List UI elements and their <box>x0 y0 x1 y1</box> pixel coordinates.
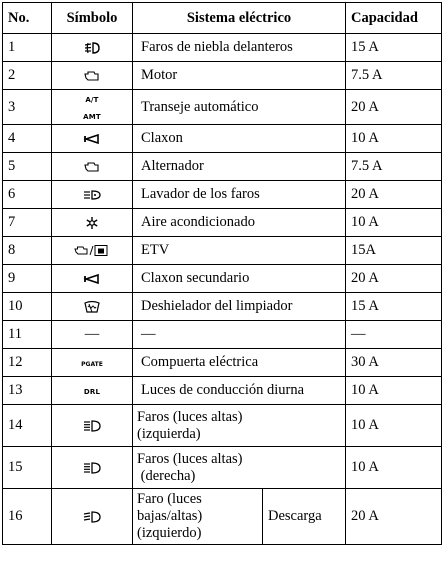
front-fog-light-icon <box>83 41 101 55</box>
row-system: Claxon <box>133 125 346 153</box>
header-capacity: Capacidad <box>346 3 442 34</box>
row-capacity: 30 A <box>346 349 442 377</box>
row-no: 15 <box>3 447 52 489</box>
row-extra: Descarga <box>263 489 346 545</box>
header-system: Sistema eléctrico <box>133 3 346 34</box>
row-capacity: 20 A <box>346 265 442 293</box>
row-system-line: Faros (luces altas) <box>137 408 243 425</box>
engine-icon <box>83 161 101 173</box>
engine-icon <box>83 70 101 82</box>
row-system-line: Faro (luces <box>137 491 202 507</box>
table-row <box>3 209 442 237</box>
row-system: Claxon secundario <box>133 265 346 293</box>
row-capacity: 7.5 A <box>346 153 442 181</box>
row-no: 9 <box>3 265 52 293</box>
row-no: 5 <box>3 153 52 181</box>
row-system-line: (derecha) <box>137 467 196 484</box>
pgate-icon: PGATE <box>81 361 103 368</box>
table-row <box>3 321 442 349</box>
row-capacity: 10 A <box>346 209 442 237</box>
high-beam-icon <box>83 462 101 474</box>
header-symbol: Símbolo <box>52 3 133 34</box>
table-row <box>3 62 442 90</box>
headlight-washer-icon <box>82 189 102 201</box>
row-system-line: Faros (luces altas) <box>137 450 243 467</box>
table-row <box>3 489 442 545</box>
table-row <box>3 293 442 321</box>
row-capacity: 20 A <box>346 181 442 209</box>
row-capacity: 10 A <box>346 405 442 447</box>
row-system-line: (izquierdo) <box>137 525 202 541</box>
row-no: 10 <box>3 293 52 321</box>
row-no: 14 <box>3 405 52 447</box>
row-capacity: 10 A <box>346 377 442 405</box>
row-no: 4 <box>3 125 52 153</box>
row-system: Motor <box>133 62 346 90</box>
row-no: 8 <box>3 237 52 265</box>
horn-icon <box>83 273 101 285</box>
fuse-table <box>2 2 442 545</box>
low-high-beam-icon <box>83 511 101 523</box>
row-system: Lavador de los faros <box>133 181 346 209</box>
row-no: 2 <box>3 62 52 90</box>
table-row <box>3 90 442 125</box>
row-no: 6 <box>3 181 52 209</box>
etv-icon <box>74 244 110 257</box>
row-capacity: — <box>346 321 442 349</box>
row-no: 13 <box>3 377 52 405</box>
high-beam-icon <box>83 420 101 432</box>
row-capacity: 10 A <box>346 447 442 489</box>
wiper-deicer-icon <box>83 300 101 314</box>
row-capacity: 20 A <box>346 489 442 545</box>
table-row <box>3 181 442 209</box>
row-system-line: bajas/altas) <box>137 508 203 524</box>
drl-icon: DRL <box>83 388 101 396</box>
row-system: Alternador <box>133 153 346 181</box>
header-no: No. <box>3 3 52 34</box>
table-row <box>3 349 442 377</box>
table-row <box>3 377 442 405</box>
row-system: Compuerta eléctrica <box>133 349 346 377</box>
table-row <box>3 34 442 62</box>
row-capacity: 10 A <box>346 125 442 153</box>
row-system: Deshielador del limpiador <box>133 293 346 321</box>
row-no: 12 <box>3 349 52 377</box>
table-row <box>3 237 442 265</box>
table-row <box>3 125 442 153</box>
row-system: Luces de conducción diurna <box>133 377 346 405</box>
row-capacity: 7.5 A <box>346 62 442 90</box>
dash-icon: — <box>52 321 133 349</box>
horn-icon <box>83 133 101 145</box>
row-no: 1 <box>3 34 52 62</box>
header-row <box>3 3 442 34</box>
row-capacity: 15A <box>346 237 442 265</box>
row-no: 16 <box>3 489 52 545</box>
table-row <box>3 405 442 447</box>
row-no: 11 <box>3 321 52 349</box>
table-row <box>3 153 442 181</box>
row-system: Faros de niebla delanteros <box>133 34 346 62</box>
row-capacity: 15 A <box>346 293 442 321</box>
table-row <box>3 447 442 489</box>
at-amt-icon: A/T AMT <box>83 96 101 121</box>
row-capacity: 15 A <box>346 34 442 62</box>
row-capacity: 20 A <box>346 90 442 125</box>
row-system: Aire acondicionado <box>133 209 346 237</box>
row-no: 7 <box>3 209 52 237</box>
row-system: ETV <box>133 237 346 265</box>
table-row <box>3 265 442 293</box>
row-system-line: (izquierda) <box>137 425 201 442</box>
row-no: 3 <box>3 90 52 125</box>
air-conditioner-icon <box>85 216 99 230</box>
row-system: — <box>133 321 346 349</box>
row-system: Transeje automático <box>133 90 346 125</box>
